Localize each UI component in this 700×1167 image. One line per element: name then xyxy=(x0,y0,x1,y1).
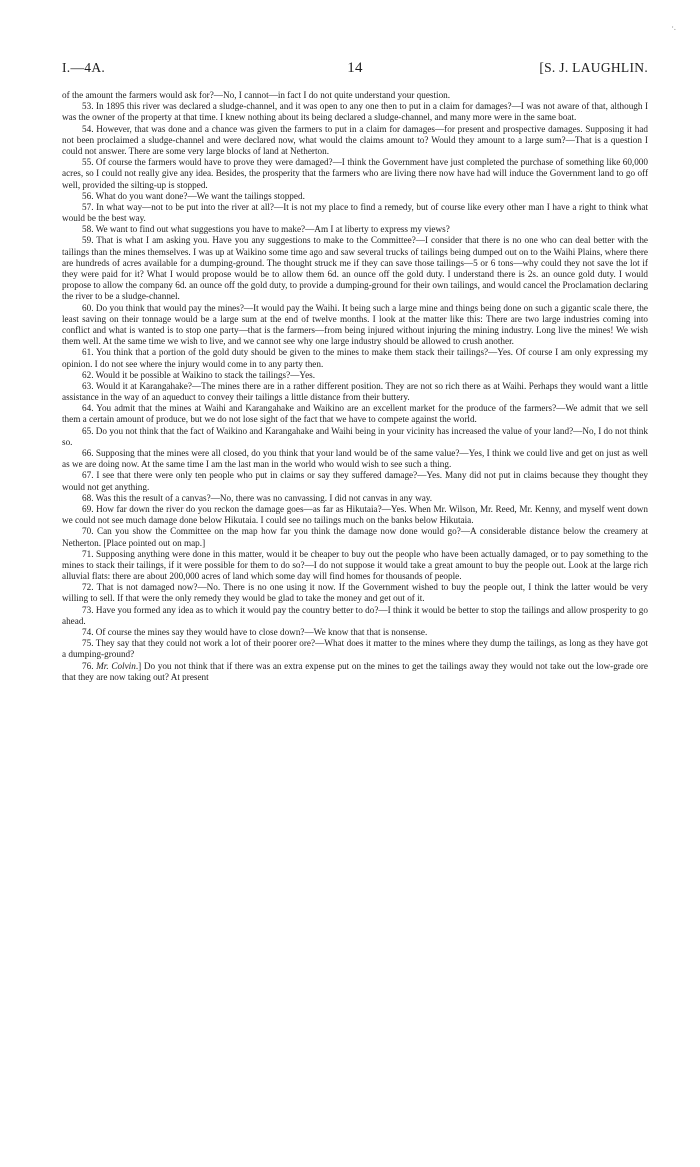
question-text: .] Do you not think that if there was an extra expense put on the mines to get the tailings away they would not take out the low-grade ore that they are now taking out? At present xyxy=(62,660,648,682)
header-reference: I.—4A. xyxy=(62,60,106,75)
paragraph: 75. They say that they could not work a lot of their poorer ore?—What does it matter to the mines where they dump the tailings, as long as they have got a dumping-ground? xyxy=(62,638,648,660)
document-page xyxy=(62,60,648,683)
paragraph: 59. That is what I am asking you. Have you any suggestions to make to the Committee?—I consider that there is no one who can deal better with the tailings than the mines themselves. I was up at Waikino some time ago and saw several trucks of tailings being dumped out on to the Waihi Plains, where there are hundreds of acres available for a dumping-ground. The thought struck me if they can save those tailings—5 or 6 tons—why could they not save the lot if they were paid for it? What I would propose would be to allow them 6d. an ounce off the gold duty. I understand there is 2s. an ounce gold duty. I would propose to allow the company 6d. an ounce off the gold duty, to provide a dumping-ground for their own tailings, and would cancel the Proclamation declaring the river to be a sludge-channel. xyxy=(62,235,648,302)
paragraph: 57. In what way—not to be put into the river at all?—It is not my place to find a remedy, but of course like every other man I have a right to think what would be the best way. xyxy=(62,201,648,224)
paragraph: 56. What do you want done?—We want the tailings stopped. xyxy=(82,190,305,201)
page-number: 14 xyxy=(347,60,363,76)
question-number: 76. xyxy=(82,660,97,671)
testimony-body xyxy=(62,90,648,683)
paragraph: 68. Was this the result of a canvas?—No, there was no canvassing. I did not canvas in any way. xyxy=(82,492,433,503)
paragraph-last xyxy=(62,661,648,683)
paragraph: 53. In 1895 this river was declared a sludge-channel, and it was open to any one then to put in a claim for damages?—I was not aware of that, although I was the owner of the property at that time. I knew nothing about its being declared a sludge-channel, and many more were in the same boat. xyxy=(62,101,648,123)
paragraph: 55. Of course the farmers would have to prove they were damaged?—I think the Government have just completed the purchase of something like 60,000 acres, so I could not really give any idea. Besides, the prosperity that the farmers who are living there now have had will induce the Government land to go off well, provided the silting-up is stopped. xyxy=(62,157,648,190)
paragraph: 74. Of course the mines say they would have to close down?—We know that that is nonsense. xyxy=(82,627,428,637)
paragraph: 54. However, that was done and a chance was given the farmers to put in a claim for damages—for present and prospective damages. Supposing it had not been proclaimed a sludge-channel and were declared now, what would the claims amount to? Would they amount to a large sum?—That is a question I could not answer. There are some very large blocks of land at Netherton. xyxy=(62,123,648,156)
paragraph: 58. We want to find out what suggestions you have to make?—Am I at liberty to express my views? xyxy=(82,224,450,235)
paragraph: 73. Have you formed any idea as to which it would pay the country better to do?—I think it would be better to stop the tailings and allow prosperity to go ahead. xyxy=(62,604,648,626)
paragraph: 70. Can you show the Committee on the map how far you think the damage now done would go?—A considerable distance below the creamery at Netherton. [Place pointed out on map.] xyxy=(62,526,648,548)
paragraph: 60. Do you think that would pay the mines?—It would pay the Waihi. It being such a large mine and things being done on such a gigantic scale there, the least saving on their tonnage would be a large sum at the end of twelve months. I look at the matter like this: There are two large industries coming into conflict and what is wanted is to stop one party—that is the farmers—from being injured without injuring the mining industry. Long live the mines! We wish them well. At the same time we wish to live, and we cannot see why one large industry should be allowed to crush another. xyxy=(62,302,648,347)
paragraph: 63. Would it at Karangahake?—The mines there are in a rather different position. They are not so rich there as at Waihi. Perhaps they would want a little assistance in the way of an aqueduct to convey their tailings a little distance from their buttery. xyxy=(62,380,648,403)
paragraph: 69. How far down the river do you reckon the damage goes—as far as Hikutaia?—Yes. When Mr. Wilson, Mr. Reed, Mr. Kenny, and myself went down we could not see much damage done below Hikutaia. I could see no tailings much on the banks below Hikutaia. xyxy=(62,503,648,526)
paragraph: 67. I see that there were only ten people who put in claims or say they suffered damage?—Yes. Many did not put in claims because they thought they would not get anything. xyxy=(62,470,648,492)
paragraph: of the amount the farmers would ask for?—No, I cannot—in fact I do not quite understand your question. xyxy=(62,90,451,100)
paragraph: 71. Supposing anything were done in this matter, would it be cheaper to buy out the people who have been actually damaged, or to pay something to the mines to stack their tailings, if it were possible for them to do so?—I do not suppose it would take a great amount to buy the people out. Look at the large rich alluvial flats: there are about 200,000 acres of land which some day will find homes for thousands of people. xyxy=(62,548,648,582)
paragraph: 61. You think that a portion of the gold duty should be given to the mines to make them stack their tailings?—Yes. Of course I am only expressing my opinion. I do not see where the injury would come in to any party then. xyxy=(62,347,648,369)
header-witness: [S. J. LAUGHLIN. xyxy=(539,60,648,75)
paragraph: 72. That is not damaged now?—No. There is no one using it now. If the Government wished to buy the people out, I think the latter would be very willing to sell. If that were the only remedy they would be glad to take the money and get out of it. xyxy=(62,582,648,604)
paragraph: 62. Would it be possible at Waikino to stack the tailings?—Yes. xyxy=(82,369,316,380)
paragraph: 66. Supposing that the mines were all closed, do you think that your land would be of the same value?—Yes, I think we could live and get on just as well as we are doing now. At the same time I am the last man in the world who would wish to see such a thing. xyxy=(62,448,648,470)
paragraph: 64. You admit that the mines at Waihi and Karangahake and Waikino are an excellent market for the produce of the farmers?—We admit that we sell them a certain amount of produce, but we do not lose sight of the fact that we have to compete against the world. xyxy=(62,403,648,425)
paragraph: 65. Do you not think that the fact of Waikino and Karangahake and Waihi being in your vicinity has increased the value of your land?—No, I do not think so. xyxy=(62,425,648,447)
speaker-name: Mr. Colvin xyxy=(96,660,136,671)
corner-mark: ⸱. xyxy=(671,22,676,32)
page-header xyxy=(62,60,648,90)
